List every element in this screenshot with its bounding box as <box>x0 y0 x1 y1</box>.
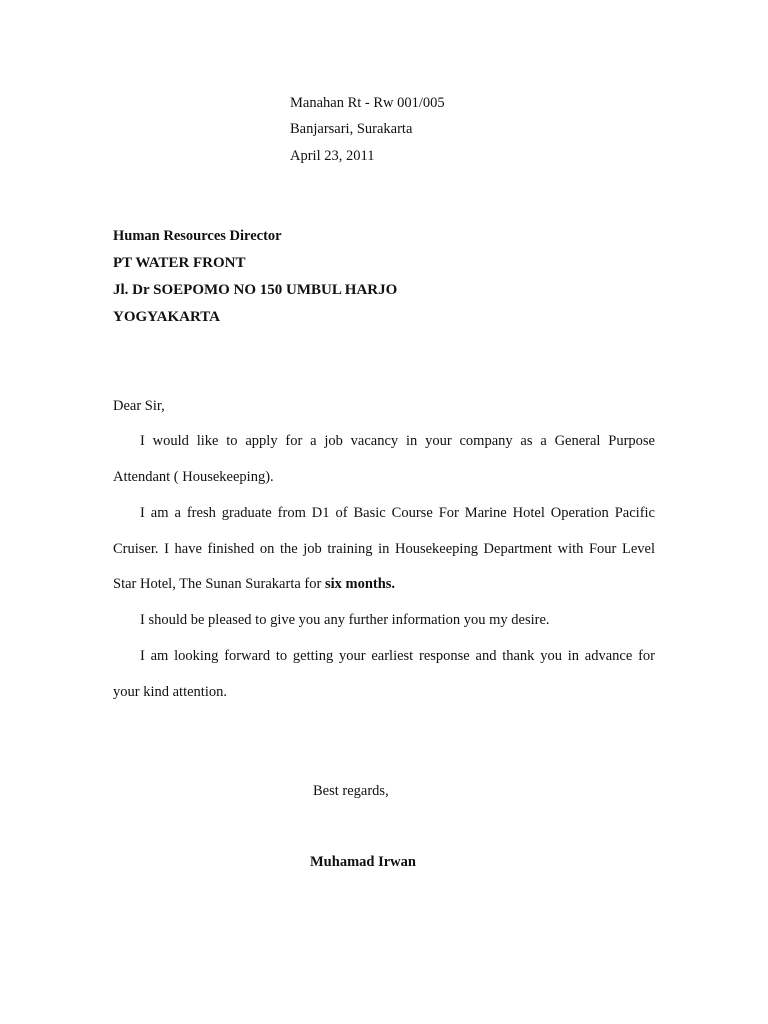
body-paragraph-2-line-1: I am a fresh graduate from D1 of Basic Course For Marine Hotel Operation Pacific <box>140 505 655 521</box>
recipient-title: Human Resources Director <box>113 228 282 244</box>
signature-name: Muhamad Irwan <box>310 854 416 870</box>
body-paragraph-2-line-3 <box>113 575 395 593</box>
closing: Best regards, <box>313 783 389 799</box>
recipient-city: YOGYAKARTA <box>113 309 220 325</box>
body-paragraph-2-line-3-text: Star Hotel, The Sunan Surakarta for <box>113 576 325 592</box>
body-paragraph-2-line-2: Cruiser. I have finished on the job training in Housekeeping Department with Four Level <box>113 541 655 557</box>
body-paragraph-4-line-1: I am looking forward to getting your earliest response and thank you in advance for <box>140 648 655 664</box>
salutation: Dear Sir, <box>113 398 165 414</box>
body-paragraph-1-line-2: Attendant ( Housekeeping). <box>113 469 274 485</box>
sender-address-line1: Manahan Rt - Rw 001/005 <box>290 95 445 111</box>
letter-date: April 23, 2011 <box>290 148 375 164</box>
emphasis-duration: six months. <box>324 576 396 592</box>
recipient-street: Jl. Dr SOEPOMO NO 150 UMBUL HARJO <box>113 282 398 298</box>
sender-address-line2: Banjarsari, Surakarta <box>290 121 413 137</box>
recipient-company: PT WATER FRONT <box>113 255 246 271</box>
body-paragraph-1-line-1: I would like to apply for a job vacancy in your company as a General Purpose <box>140 433 655 449</box>
body-paragraph-4-line-2: your kind attention. <box>113 684 227 700</box>
body-paragraph-3-line-1: I should be pleased to give you any further information you my desire. <box>140 612 550 628</box>
